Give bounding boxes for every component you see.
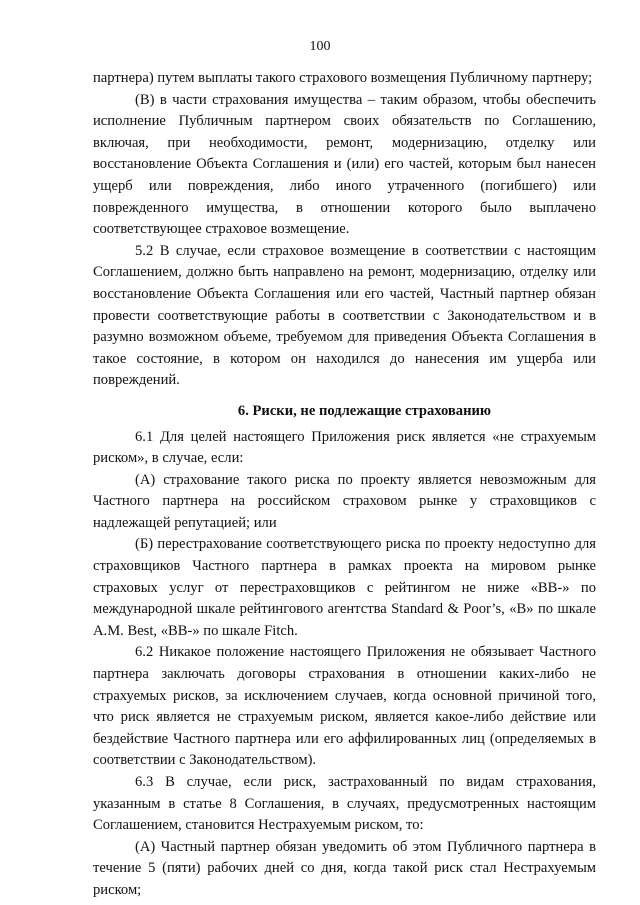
- paragraph: (В) в части страхования имущества – таким образом, чтобы обеспечить исполнение Публичным партнером своих обязательств по Соглашению, включая, при необходимости, ремонт, модернизацию, отделку или восстановление Объекта Соглашения и (или) его частей, которым был нанесен ущерб или повреждения, либо иного утраченного (погибшего) или поврежденного имущества, в отношении которого было выплачено соответствующее страховое возмещение.: [93, 91, 596, 238]
- page-number: 100: [309, 39, 331, 54]
- paragraph: 6.3 В случае, если риск, застрахованный по видам страхования, указанным в статье 8 Соглашения, в случаях, предусмотренных настоящим Соглашением, становится Нестрахуемым риском, то:: [93, 774, 596, 834]
- paragraph: партнера) путем выплаты такого страхового возмещения Публичному партнеру;: [93, 70, 593, 86]
- section-heading: 6. Риски, не подлежащие страхованию: [237, 402, 492, 419]
- paragraph: 6.2 Никакое положение настоящего Приложения не обязывает Частного партнера заключать договоры страхования в отношении каких-либо не страхуемых рисков, за исключением случаев, когда основной причиной того, что риск является не страхуемым риском, является какое-либо действие или бездействие Частного партнера или его аффилированных лиц (определяемых в соответствии с Законодательством).: [93, 644, 596, 769]
- paragraph: (А) страхование такого риска по проекту является невозможным для Частного партнера на российском страховом рынке у страховщиков с надлежащей репутацией; или: [93, 471, 596, 531]
- paragraph: 6.1 Для целей настоящего Приложения риск является «не страхуемым риском», в случае, если:: [93, 428, 596, 467]
- document-body: [93, 68, 596, 902]
- paragraph: 5.2 В случае, если страховое возмещение в соответствии с настоящим Соглашением, должно быть направлено на ремонт, модернизацию, отделку или восстановление Объекта Соглашения или его частей, Частный партнер обязан провести соответствующие работы в соответствии с Законодательством и в разумно возможном объеме, требуемом для приведения Объекта Соглашения в такое состояние, в котором он находился до нанесения им ущерба или повреждений.: [93, 242, 596, 389]
- paragraph: (Б) перестрахование соответствующего риска по проекту недоступно для страховщиков Частного партнера в рамках проекта на мировом рынке страховых услуг от перестраховщиков с рейтингом не ниже «ВВ-» по международной шкале рейтингового агентства Standard & Poor’s, «В» по шкале A.M. Best, «ВВ-» по шкале Fitch.: [93, 536, 596, 639]
- paragraph: (А) Частный партнер обязан уведомить об этом Публичного партнера в течение 5 (пяти) рабочих дней со дня, когда такой риск стал Нестрахуемым риском;: [93, 838, 596, 898]
